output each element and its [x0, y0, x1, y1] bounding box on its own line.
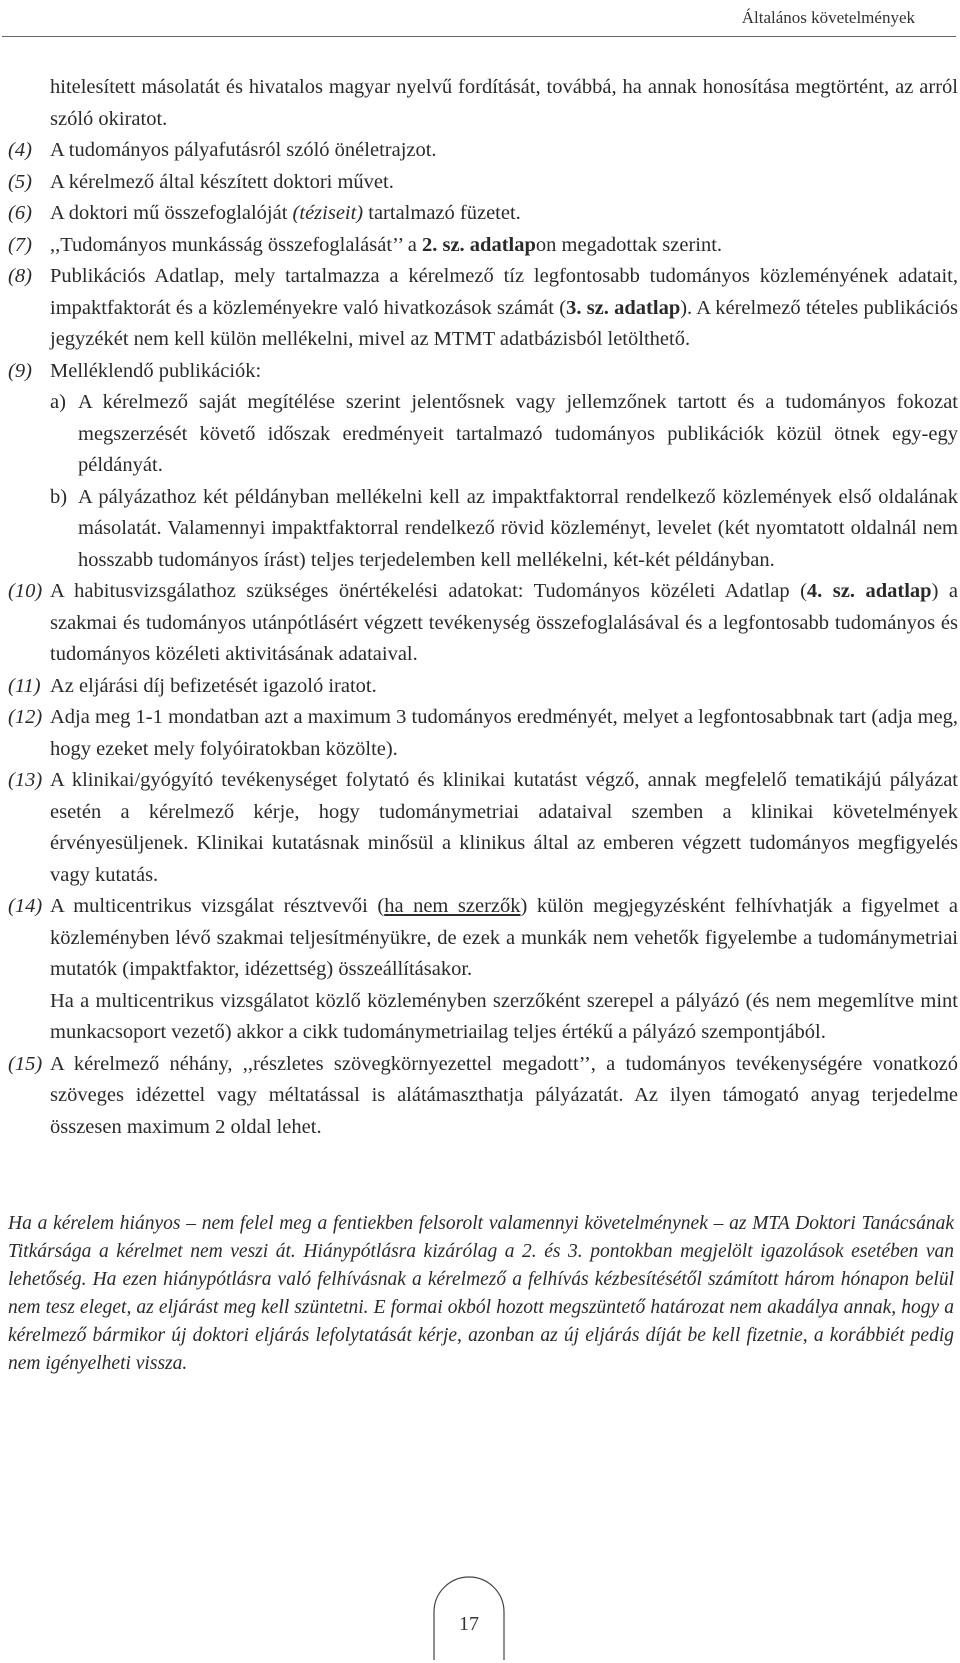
- item-9: [8, 356, 958, 388]
- item-text: ,,Tudományos munkásság összefoglalását’’ a: [50, 233, 422, 256]
- sub-text: A kérelmező saját megítélése szerint jelentősnek vagy jellemzőnek tartott és a tudományos fokozat megszerzését követő időszak eredményeit tartalmazó tudományos publikációk közül ötnek egy-egy példányát.: [78, 391, 958, 476]
- form-reference: 3. sz. adatlap: [566, 296, 681, 319]
- item-15: [8, 1049, 958, 1144]
- item-emphasis: (téziseit): [292, 202, 364, 224]
- item-7: [8, 230, 958, 262]
- item-text: A klinikai/gyógyító tevékenységet folytató és klinikai kutatást végző, annak megfelelő tematikájú pályázat esetén a kérelmező kérje, hogy tudománymetriai adataival szemben a klinikai követelmények érvényesüljenek. Klinikai kutatásnak minősül a klinikus által az emberen végzett tudományos megfigyelés vagy kutatás.: [50, 769, 958, 886]
- item-14-paragraph-2: Ha a multicentrikus vizsgálatot közlő közleményben szerzőként szerepel a pályázó (és nem megemlítve mint munkacsoport vezető) akkor a cikk tudománymetriailag teljes értékű a pályázó szempontjából.: [50, 989, 958, 1043]
- item-text: on megadottak szerint.: [535, 233, 723, 256]
- item-14: [8, 891, 958, 986]
- item-8: [8, 261, 958, 356]
- item-text: Az eljárási díj befizetését igazoló iratot.: [50, 674, 377, 697]
- item-text: A kérelmező által készített doktori művet.: [50, 170, 394, 193]
- underlined-text: ha nem szerzők: [384, 895, 521, 917]
- item-number: (15): [8, 1052, 43, 1075]
- form-reference: 2. sz. adatlap: [421, 233, 536, 256]
- item-number: (13): [8, 769, 43, 791]
- item-text: Adja meg 1-1 mondatban azt a maximum 3 tudományos eredményét, melyet a legfontosabbnak tart (adja meg, hogy ezeket mely folyóiratokban közölte).: [50, 706, 958, 760]
- header-rule: [2, 36, 956, 37]
- item-text: A tudományos pályafutásról szóló önéletrajzot.: [50, 139, 437, 161]
- item-9-a: [8, 387, 958, 482]
- item-12: [8, 702, 958, 765]
- item-text: Publikációs Adatlap, mely tartalmazza a kérelmező tíz legfontosabb tudományos közleményének adatait, impaktfaktorát és a közleményekre való hivatkozások számát (: [50, 265, 958, 319]
- item-text: A multicentrikus vizsgálat résztvevői (: [50, 895, 385, 917]
- page-number-badge: [430, 1570, 508, 1660]
- sub-letter: b): [50, 485, 68, 508]
- item-text: tartalmazó füzetet.: [363, 202, 521, 224]
- item-text: A doktori mű összefoglalóját: [50, 202, 293, 224]
- item-9-b: [8, 482, 958, 577]
- item-6: [8, 198, 958, 230]
- item-text: ) a szakmai és tudományos utánpótlásért végzett tevékenység összefoglalásával és a legfontosabb tudományos és tudományos közéleti aktivitásának adataival.: [50, 580, 958, 665]
- item-text: Melléklendő publikációk:: [50, 359, 262, 382]
- item-number: (14): [8, 895, 43, 917]
- item-10: [8, 576, 958, 671]
- item-number: (4): [8, 139, 32, 161]
- requirements-list: [8, 72, 958, 1143]
- form-reference: 4. sz. adatlap: [806, 580, 932, 602]
- item-11: [8, 671, 958, 703]
- incomplete-application-note: Ha a kérelem hiányos – nem felel meg a fentiekben felsorolt valamennyi követelménynek – az MTA Doktori Tanácsának Titkársága a kérelmet nem veszi át. Hiánypótlásra kizárólag a 2. és 3. pontokban megjelölt igazolások esetében van lehetőség. Ha ezen hiánypótlásra való felhívásnak a kérelmező a felhívás kézbesítésétől számított három hónapon belül nem tesz eleget, az eljárást meg kell szüntetni. E formai okból hozott megszüntető határozat nem akadálya annak, hogy a kérelmező bármikor új doktori eljárás lefolytatását kérje, azonban az új eljárás díját be kell fizetnie, a korábbiét pedig nem igényelheti vissza.: [8, 1213, 954, 1374]
- item-text: A habitusvizsgálathoz szükséges önértékelési adatokat: Tudományos közéleti Adatlap (: [50, 580, 807, 602]
- item-5: [8, 167, 958, 199]
- item-number: (11): [8, 674, 41, 697]
- item-number: (5): [8, 170, 32, 193]
- page-number: 17: [459, 1613, 479, 1635]
- item-number: (9): [8, 359, 32, 382]
- item-number: (6): [8, 202, 32, 224]
- running-header: [0, 8, 960, 28]
- item-text: ) külön megjegyzésként felhívhatják a figyelmet a közleményben lévő szakmai teljesítményükre, de ezek a munkák nem vehetők figyelembe a tudománymetriai mutatók (impaktfaktor, idézettség) összeállításakor.: [50, 895, 958, 980]
- item-text: ). A kérelmező tételes publikációs jegyzékét nem kell külön mellékelni, mivel az MTMT adatbázisból letölthető.: [50, 296, 958, 350]
- sub-letter: a): [50, 391, 66, 413]
- intro-continuation: hitelesített másolatát és hivatalos magyar nyelvű fordítását, továbbá, ha annak honosítása megtörtént, az arról szóló okiratot.: [50, 76, 958, 130]
- item-4: [8, 135, 958, 167]
- item-number: (12): [8, 706, 43, 728]
- item-number: (7): [8, 233, 32, 256]
- header-title: Általános követelmények: [741, 8, 915, 27]
- sub-text: A pályázathoz két példányban mellékelni kell az impaktfaktorral rendelkező közlemények első oldalának másolatát. Valamennyi impaktfaktorral rendelkező rövid közleményt, levelet (két nyomtatott oldalnál nem hosszabb tudományos írást) teljes terjedelemben kell mellékelni, két-két példányban.: [78, 485, 958, 571]
- item-text: A kérelmező néhány, ,,részletes szövegkörnyezettel megadott’’, a tudományos tevékenységére vonatkozó szöveges idézettel vagy méltatással is alátámaszthatja pályázatát. Az ilyen támogató anyag terjedelme összesen maximum 2 oldal lehet.: [50, 1052, 958, 1138]
- item-number: (10): [8, 580, 43, 602]
- item-number: (8): [8, 265, 32, 287]
- item-13: [8, 765, 958, 891]
